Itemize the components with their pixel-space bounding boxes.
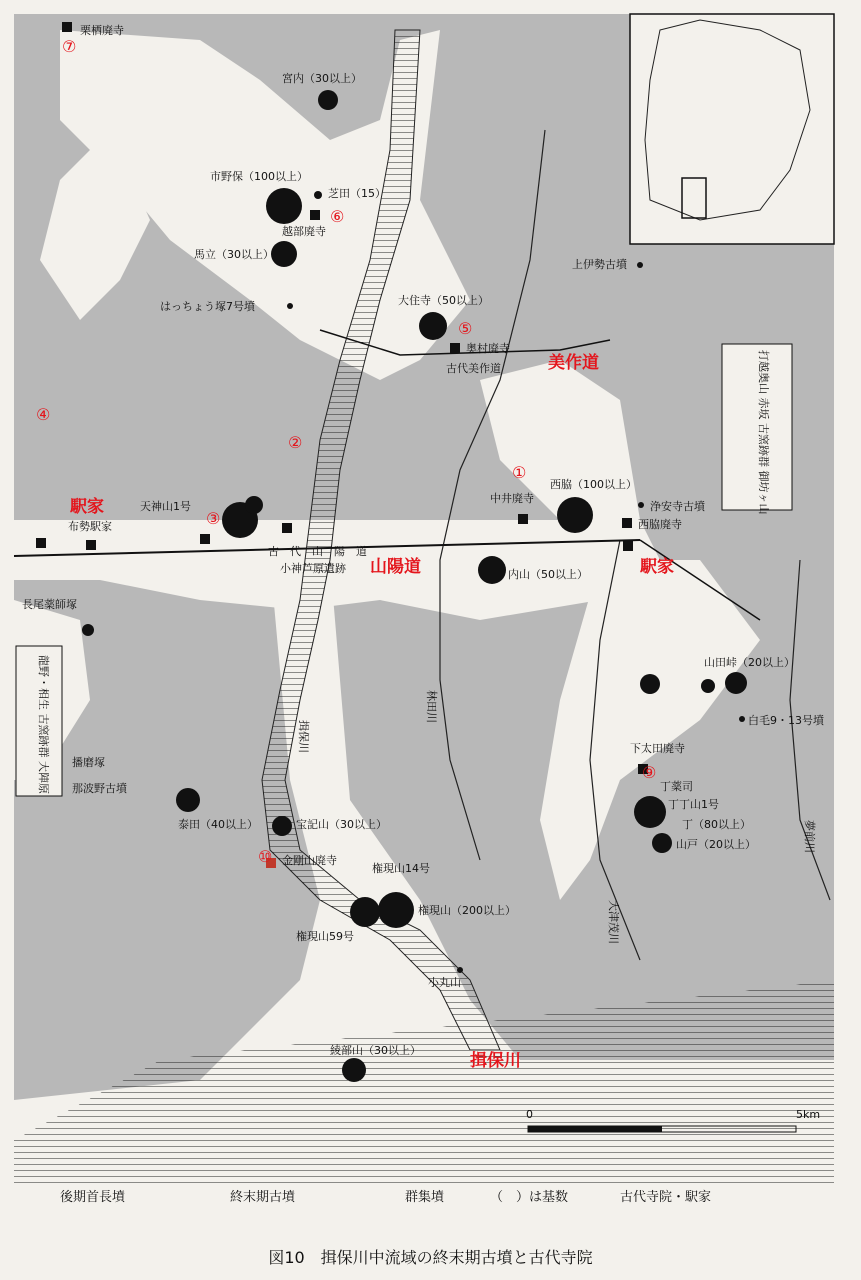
- num-4: ④: [36, 405, 51, 424]
- cluster-taida: [176, 788, 200, 812]
- cluster-yamado: [652, 833, 672, 853]
- label-kongozan: 金剛山廃寺: [282, 854, 337, 867]
- label-shimoota: 下太田廃寺: [630, 742, 685, 755]
- cluster-ozumi: [419, 312, 447, 340]
- legend-late-chief: 後期首長墳: [60, 1190, 126, 1205]
- label-miyauchi: 宮内（30以上）: [282, 72, 362, 85]
- label-nishiwaki: 西脇（100以上）: [550, 478, 637, 491]
- cluster-nagao: [82, 624, 94, 636]
- label-hokizan: 宝記山（30以上）: [296, 818, 387, 831]
- label-uchiyama: 内山（50以上）: [508, 568, 588, 581]
- num-6: ⑥: [330, 207, 345, 226]
- label-harimazuka: 播磨塚: [72, 756, 105, 769]
- label-fuse: 布勢駅家: [68, 520, 112, 533]
- label-kodai-mimasaka: 古代美作道: [446, 362, 501, 375]
- label-sanyodo: 山陽道: [370, 557, 421, 577]
- label-hacchozuka: はっちょう塚7号墳: [160, 300, 255, 313]
- num-3: ③: [206, 509, 221, 528]
- legend-terminal: 終末期古墳: [230, 1190, 296, 1205]
- label-ekika-east: 駅家: [640, 557, 674, 577]
- cluster-gongen: [378, 892, 414, 928]
- label-koshibe: 越部廃寺: [282, 225, 326, 238]
- num-7: ⑦: [62, 37, 77, 56]
- label-jouanji: 浄安寺古墳: [650, 500, 705, 513]
- label-ozumi: 大住寺（50以上）: [398, 294, 489, 307]
- label-otsumo: 大津茂川: [607, 900, 620, 944]
- label-ibo-river: 揖保川: [470, 1051, 521, 1071]
- label-hayashida: 林田川: [425, 690, 438, 723]
- cluster-miyauchi: [318, 90, 338, 110]
- scale-five: 5km: [796, 1108, 821, 1121]
- num-9: ⑨: [642, 763, 657, 782]
- cluster-kurooka: [640, 674, 660, 694]
- label-nishiwaki-haiji: 西脇廃寺: [638, 518, 682, 531]
- label-nabayama: 那波野古墳: [72, 782, 127, 795]
- label-kuruse: 栗栖廃寺: [80, 24, 124, 37]
- cluster-cho: [634, 796, 666, 828]
- cluster-gongen2: [350, 897, 380, 927]
- label-shibata: 芝田（15）: [328, 187, 386, 200]
- label-nagao-yakushi: 長尾薬師塚: [22, 598, 77, 611]
- num-5: ⑤: [458, 319, 473, 338]
- label-ayabe: 綾部山（30以上）: [330, 1044, 421, 1057]
- figure-caption: 図10 揖保川中流域の終末期古墳と古代寺院: [268, 1248, 593, 1267]
- cluster-ogami: [245, 496, 263, 514]
- label-mimasakado: 美作道: [548, 353, 599, 373]
- label-kiln-east: 打越奥山 赤坂 古窯跡群 御坊ヶ山: [757, 350, 770, 515]
- label-okumura: 奥村廃寺: [466, 342, 510, 355]
- legend-count-note: （ ）は基数: [490, 1190, 569, 1205]
- label-nakai: 中井廃寺: [490, 492, 534, 505]
- label-shirahama: 白毛9・13号墳: [748, 714, 824, 727]
- label-ibo-vertical: 揖保川: [297, 720, 310, 753]
- num-2: ②: [288, 433, 303, 452]
- kiln-frame-east: [722, 344, 792, 510]
- label-yamadatoge: 山田峠（20以上）: [704, 656, 795, 669]
- label-kiln-west: 龍野・相生 古窯跡群 大陣原: [37, 655, 50, 794]
- label-yumesaki: 夢前川: [803, 820, 816, 853]
- cluster-ayabe: [342, 1058, 366, 1082]
- cluster-gonotani: [701, 679, 715, 693]
- label-ashiwara: 小神芦原遺跡: [280, 562, 346, 575]
- cluster-madate: [271, 241, 297, 267]
- label-gongen14: 権現山14号: [372, 862, 430, 875]
- cluster-hokizan: [272, 816, 292, 836]
- label-cho: 丁（80以上）: [682, 818, 751, 831]
- cluster-ichinoho: [266, 188, 302, 224]
- label-chomyaku: 丁薬司: [660, 780, 693, 793]
- cluster-yamadatoge: [725, 672, 747, 694]
- cluster-uchiyama: [478, 556, 506, 584]
- label-gongen59: 権現山59号: [296, 930, 354, 943]
- scale-zero: 0: [526, 1108, 533, 1121]
- label-madate: 馬立（30以上）: [194, 248, 274, 261]
- label-tenjin: 天神山1号: [140, 500, 191, 513]
- label-kamiise: 上伊勢古墳: [572, 258, 627, 271]
- label-gongen: 権現山（200以上）: [418, 904, 516, 917]
- label-yamado: 山戸（20以上）: [676, 838, 756, 851]
- label-ichinoho: 市野保（100以上）: [210, 170, 308, 183]
- label-ekika-west: 駅家: [70, 497, 104, 517]
- legend-temple: 古代寺院・駅家: [620, 1190, 712, 1205]
- label-kodai-sanyodo: 古 代 山 陽 道: [268, 545, 367, 558]
- cluster-nishiwaki: [557, 497, 593, 533]
- legend-cluster: 群集墳: [405, 1190, 445, 1205]
- num-10: ⑩: [258, 847, 273, 866]
- label-taida: 泰田（40以上）: [178, 818, 258, 831]
- label-komaru: 小丸山: [428, 976, 461, 989]
- label-chochoyama: 丁丁山1号: [668, 798, 719, 811]
- num-1: ①: [512, 463, 527, 482]
